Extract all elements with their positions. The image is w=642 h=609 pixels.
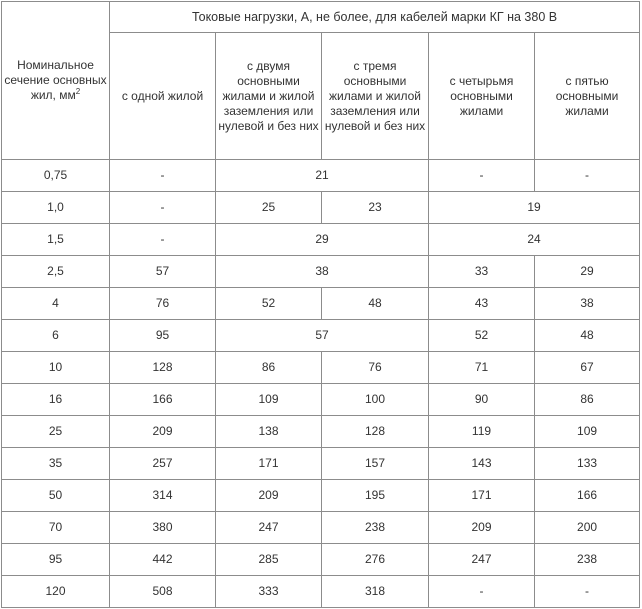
row-section-cell: 35	[2, 448, 110, 480]
table-cell: 38	[216, 256, 429, 288]
table-row	[2, 448, 640, 480]
table-cell: 67	[535, 352, 640, 384]
table-cell: 90	[429, 384, 535, 416]
header-col-1: с одной жилой	[110, 33, 216, 160]
table-cell: 333	[216, 576, 322, 608]
table-cell: 29	[216, 224, 429, 256]
table-cell: 285	[216, 544, 322, 576]
table-cell: -	[110, 192, 216, 224]
table-cell: 43	[429, 288, 535, 320]
table-cell: 171	[429, 480, 535, 512]
table-cell: 238	[322, 512, 429, 544]
row-section-cell: 2,5	[2, 256, 110, 288]
table-cell: 48	[535, 320, 640, 352]
table-cell: 38	[535, 288, 640, 320]
table-cell: 48	[322, 288, 429, 320]
table-row	[2, 320, 640, 352]
row-section-cell: 50	[2, 480, 110, 512]
table-row	[2, 224, 640, 256]
table-row	[2, 192, 640, 224]
table-cell: 19	[429, 192, 640, 224]
table-row	[2, 352, 640, 384]
table-row	[2, 288, 640, 320]
table-cell: 100	[322, 384, 429, 416]
table-cell: 247	[429, 544, 535, 576]
table-cell: 57	[216, 320, 429, 352]
table-row	[2, 480, 640, 512]
table-row	[2, 512, 640, 544]
table-row	[2, 416, 640, 448]
row-section-cell: 1,5	[2, 224, 110, 256]
table-cell: 166	[110, 384, 216, 416]
table-cell: -	[110, 224, 216, 256]
table-cell: 209	[429, 512, 535, 544]
table-cell: 209	[216, 480, 322, 512]
table-cell: 171	[216, 448, 322, 480]
table-row	[2, 384, 640, 416]
table-cell: 157	[322, 448, 429, 480]
header-col-3: с тремя основными жилами и жилой заземления или нулевой и без них	[322, 33, 429, 160]
header-section-label: Номинальное сечение основных жил, мм	[4, 58, 107, 102]
table-cell: -	[429, 576, 535, 608]
header-section	[2, 2, 110, 160]
table-cell: 24	[429, 224, 640, 256]
table-cell: 133	[535, 448, 640, 480]
table-cell: 76	[110, 288, 216, 320]
table-cell: -	[535, 576, 640, 608]
table-cell: 143	[429, 448, 535, 480]
table-cell: 138	[216, 416, 322, 448]
table-cell: 86	[535, 384, 640, 416]
table-cell: -	[110, 160, 216, 192]
table-cell: 380	[110, 512, 216, 544]
table-cell: 25	[216, 192, 322, 224]
row-section-cell: 4	[2, 288, 110, 320]
table-cell: 52	[216, 288, 322, 320]
row-section-cell: 10	[2, 352, 110, 384]
table-cell: 109	[535, 416, 640, 448]
table-cell: 52	[429, 320, 535, 352]
table-row	[2, 160, 640, 192]
cable-load-table	[1, 1, 640, 608]
table-cell: -	[429, 160, 535, 192]
table-cell: 71	[429, 352, 535, 384]
row-section-cell: 120	[2, 576, 110, 608]
table-cell: 166	[535, 480, 640, 512]
header-section-unit-sup: 2	[75, 87, 81, 96]
table-cell: 209	[110, 416, 216, 448]
row-section-cell: 25	[2, 416, 110, 448]
table-cell: 119	[429, 416, 535, 448]
table-cell: 33	[429, 256, 535, 288]
table-cell: 200	[535, 512, 640, 544]
table-cell: 314	[110, 480, 216, 512]
table-cell: 57	[110, 256, 216, 288]
row-section-cell: 6	[2, 320, 110, 352]
table-cell: 238	[535, 544, 640, 576]
header-top-label: Токовые нагрузки, А, не более, для кабелей марки КГ на 380 В	[110, 2, 640, 33]
table-cell: 95	[110, 320, 216, 352]
row-section-cell: 95	[2, 544, 110, 576]
table-cell: 21	[216, 160, 429, 192]
table-row	[2, 576, 640, 608]
header-col-4: с четырьмя основными жилами	[429, 33, 535, 160]
table-cell: 128	[110, 352, 216, 384]
table-cell: 195	[322, 480, 429, 512]
table-cell: 442	[110, 544, 216, 576]
table-cell: 257	[110, 448, 216, 480]
header-col-5: с пятью основными жилами	[535, 33, 640, 160]
table-row	[2, 256, 640, 288]
table-cell: 247	[216, 512, 322, 544]
row-section-cell: 1,0	[2, 192, 110, 224]
row-section-cell: 0,75	[2, 160, 110, 192]
table-cell: -	[535, 160, 640, 192]
table-row	[2, 544, 640, 576]
table-cell: 276	[322, 544, 429, 576]
table-cell: 109	[216, 384, 322, 416]
table-cell: 86	[216, 352, 322, 384]
table-cell: 23	[322, 192, 429, 224]
table-cell: 76	[322, 352, 429, 384]
row-section-cell: 16	[2, 384, 110, 416]
row-section-cell: 70	[2, 512, 110, 544]
table-cell: 318	[322, 576, 429, 608]
table-cell: 29	[535, 256, 640, 288]
table-cell: 128	[322, 416, 429, 448]
header-row-top	[2, 2, 640, 33]
header-col-2: с двумя основными жилами и жилой заземления или нулевой и без них	[216, 33, 322, 160]
table-cell: 508	[110, 576, 216, 608]
